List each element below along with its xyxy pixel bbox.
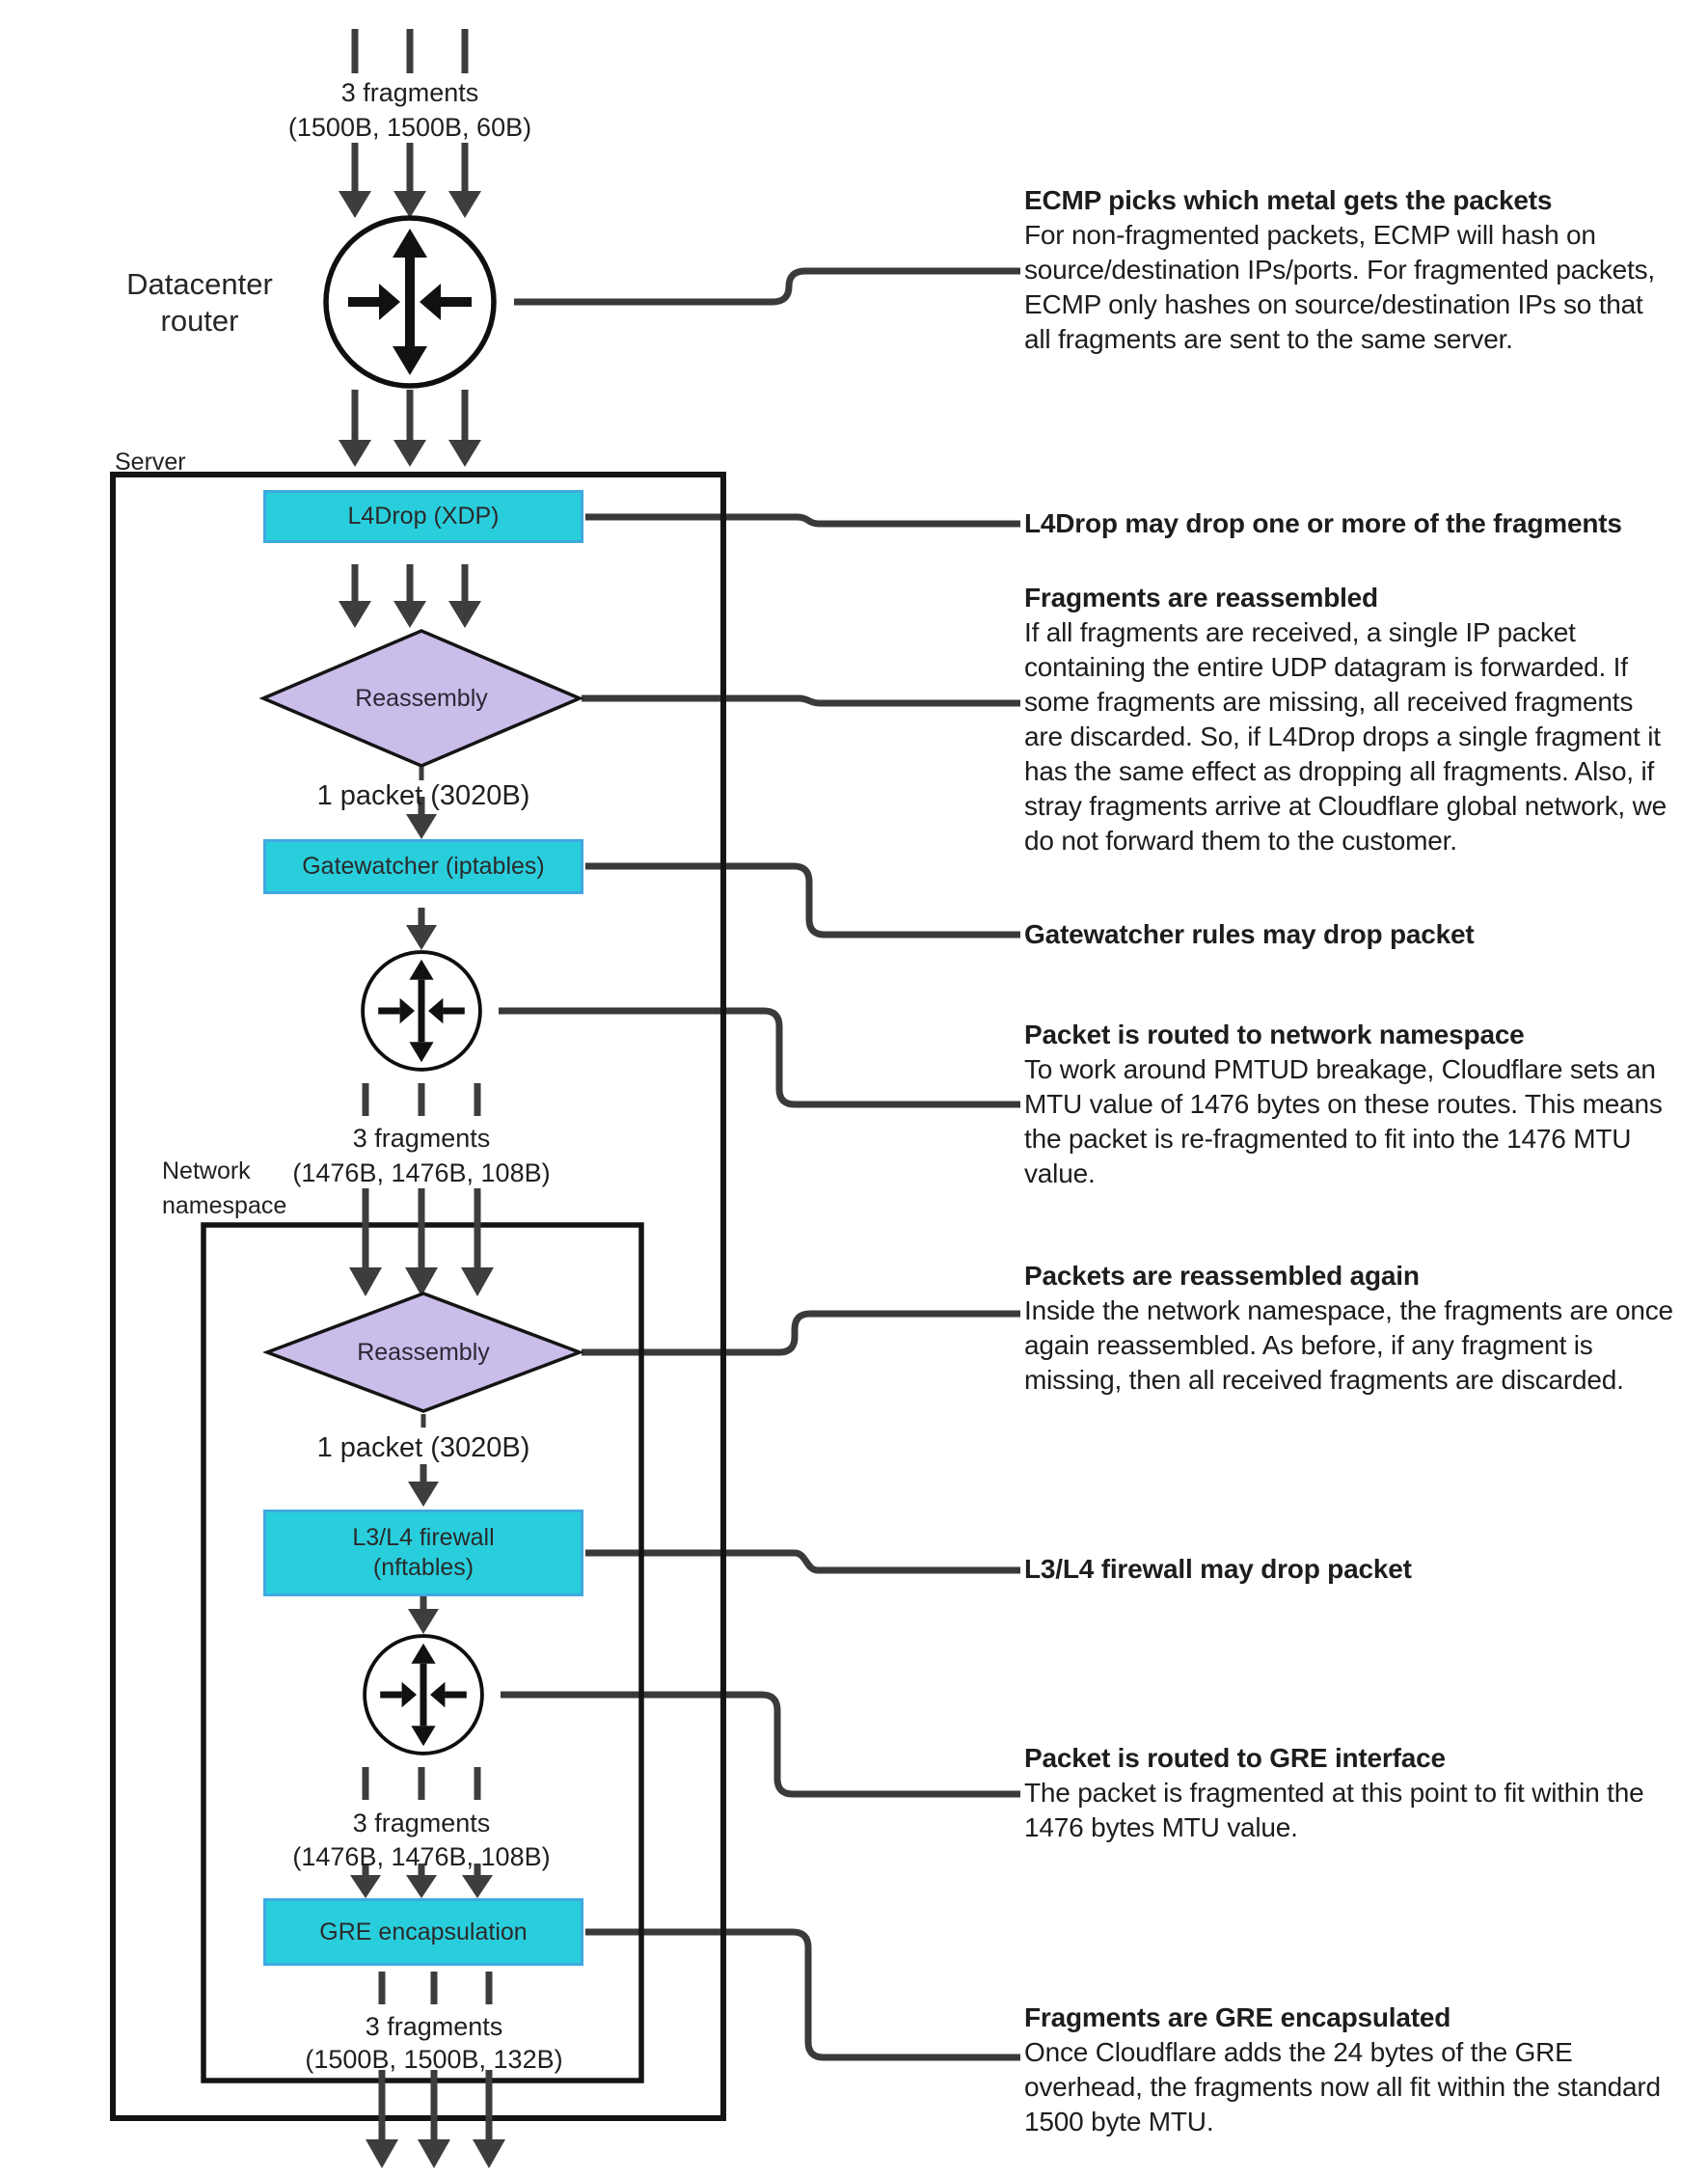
annotation-body: If all fragments are received, a single IP packet containing the entire UDP datagram is forwarded. If some fragments are missing, all received fragments are discarded. So, if L4Drop drops a single fragment it has the same effect as dropping all fragments. Also, if stray fragments arrive at Cloudflare global network, we do not forward them to the customer. <box>1024 617 1667 856</box>
top-fragments-sizes: (1500B, 1500B, 60B) <box>287 113 532 142</box>
datacenter-router-label: Datacenter router <box>126 267 273 338</box>
connector-l4drop <box>585 517 1020 524</box>
annotation-heading: Fragments are reassembled <box>1024 583 1378 612</box>
annotation-heading: Packet is routed to network namespace <box>1024 1020 1525 1049</box>
annotation-heading: ECMP picks which metal gets the packets <box>1024 185 1553 215</box>
connector-firewall <box>585 1553 1020 1570</box>
annotation-l4drop <box>1024 506 1676 541</box>
arrows-into-router <box>339 143 481 218</box>
arrows-l4drop-to-reassembly <box>339 564 481 628</box>
fragments-2-sizes: (1476B, 1476B, 108B) <box>292 1158 551 1187</box>
netns-route-router-icon <box>363 952 480 1070</box>
stub-below-reassembly-2 <box>421 1414 426 1428</box>
annotation-heading: Gatewatcher rules may drop packet <box>1024 919 1475 949</box>
annotation-heading: L4Drop may drop one or more of the fragments <box>1024 508 1622 538</box>
connector-gatewatcher <box>585 866 1020 935</box>
fragments-4-label: 3 fragments <box>365 2012 503 2041</box>
annotation-body: Inside the network namespace, the fragments are once again reassembled. As before, if any fragment is missing, then all received fragments are discarded. <box>1024 1295 1673 1395</box>
reassembly-2-label: Reassembly <box>357 1339 490 1366</box>
arrow-firewall-to-router <box>408 1592 439 1634</box>
datacenter-router-icon <box>326 218 494 386</box>
top-fragment-dashes <box>352 29 469 73</box>
connector-gre <box>585 1932 1020 2057</box>
reassembly-1-label: Reassembly <box>355 685 488 712</box>
fragment-dashes-after-gre <box>379 1972 493 2004</box>
gre-box: GRE encapsulation <box>263 1898 583 1966</box>
annotation-firewall <box>1024 1552 1676 1587</box>
connector-reassembly-2 <box>582 1314 1020 1352</box>
server-label: Server <box>115 449 186 476</box>
annotation-body: For non-fragmented packets, ECMP will hash on source/destination IPs/ports. For fragmented packets, ECMP only hashes on source/destination IPs so that all fragments are sent to the same server. <box>1024 220 1655 354</box>
connector-route-gre <box>501 1695 1020 1794</box>
arrows-into-namespace <box>349 1188 494 1296</box>
annotation-ecmp <box>1024 183 1676 357</box>
annotation-route-netns <box>1024 1018 1676 1191</box>
annotation-gatewatcher <box>1024 917 1676 952</box>
annotation-body: The packet is fragmented at this point to fit within the 1476 bytes MTU value. <box>1024 1778 1644 1842</box>
annotation-reassembled <box>1024 581 1676 858</box>
stub-below-reassembly-1 <box>420 767 424 780</box>
fragment-dashes-after-route-2 <box>363 1767 481 1800</box>
top-fragments-label: 3 fragments <box>340 78 479 107</box>
annotation-body: To work around PMTUD breakage, Cloudflare sets an MTU value of 1476 bytes on these routes. This means the packet is re-fragmented to fit into the 1476 MTU value. <box>1024 1054 1663 1188</box>
arrow-gatewatcher-to-router <box>406 908 437 950</box>
annotation-body: Once Cloudflare adds the 24 bytes of the GRE overhead, the fragments now all fit within the standard 1500 byte MTU. <box>1024 2037 1661 2136</box>
annotation-heading: Fragments are GRE encapsulated <box>1024 2002 1451 2032</box>
l4drop-box: L4Drop (XDP) <box>263 490 583 543</box>
connector-ecmp <box>514 271 1020 302</box>
firewall-box <box>263 1510 583 1596</box>
fragments-4-sizes: (1500B, 1500B, 132B) <box>305 2045 563 2074</box>
packet-1-label: 1 packet (3020B) <box>316 780 530 811</box>
annotation-heading: L3/L4 firewall may drop packet <box>1024 1554 1412 1584</box>
annotation-heading: Packets are reassembled again <box>1024 1261 1420 1291</box>
gatewatcher-box: Gatewatcher (iptables) <box>263 839 583 894</box>
firewall-box-label: L3/L4 firewall (nftables) <box>352 1524 495 1581</box>
fragments-2-label: 3 fragments <box>352 1124 491 1153</box>
annotation-heading: Packet is routed to GRE interface <box>1024 1743 1446 1773</box>
connector-route-netns <box>499 1011 1020 1104</box>
arrows-into-server <box>339 390 481 467</box>
annotation-reassembled-again <box>1024 1259 1676 1398</box>
fragments-3-sizes: (1476B, 1476B, 108B) <box>292 1842 551 1871</box>
annotation-gre-encapsulated <box>1024 2000 1676 2139</box>
fragments-3-label: 3 fragments <box>352 1809 491 1837</box>
connector-reassembly-1 <box>582 698 1020 703</box>
arrow-packet-to-firewall <box>408 1464 439 1507</box>
fragment-dashes-after-route-1 <box>363 1083 481 1116</box>
gre-route-router-icon <box>365 1636 482 1754</box>
annotation-route-gre <box>1024 1741 1676 1845</box>
packet-2-label: 1 packet (3020B) <box>316 1432 530 1463</box>
network-namespace-label: Network namespace <box>162 1157 287 1219</box>
